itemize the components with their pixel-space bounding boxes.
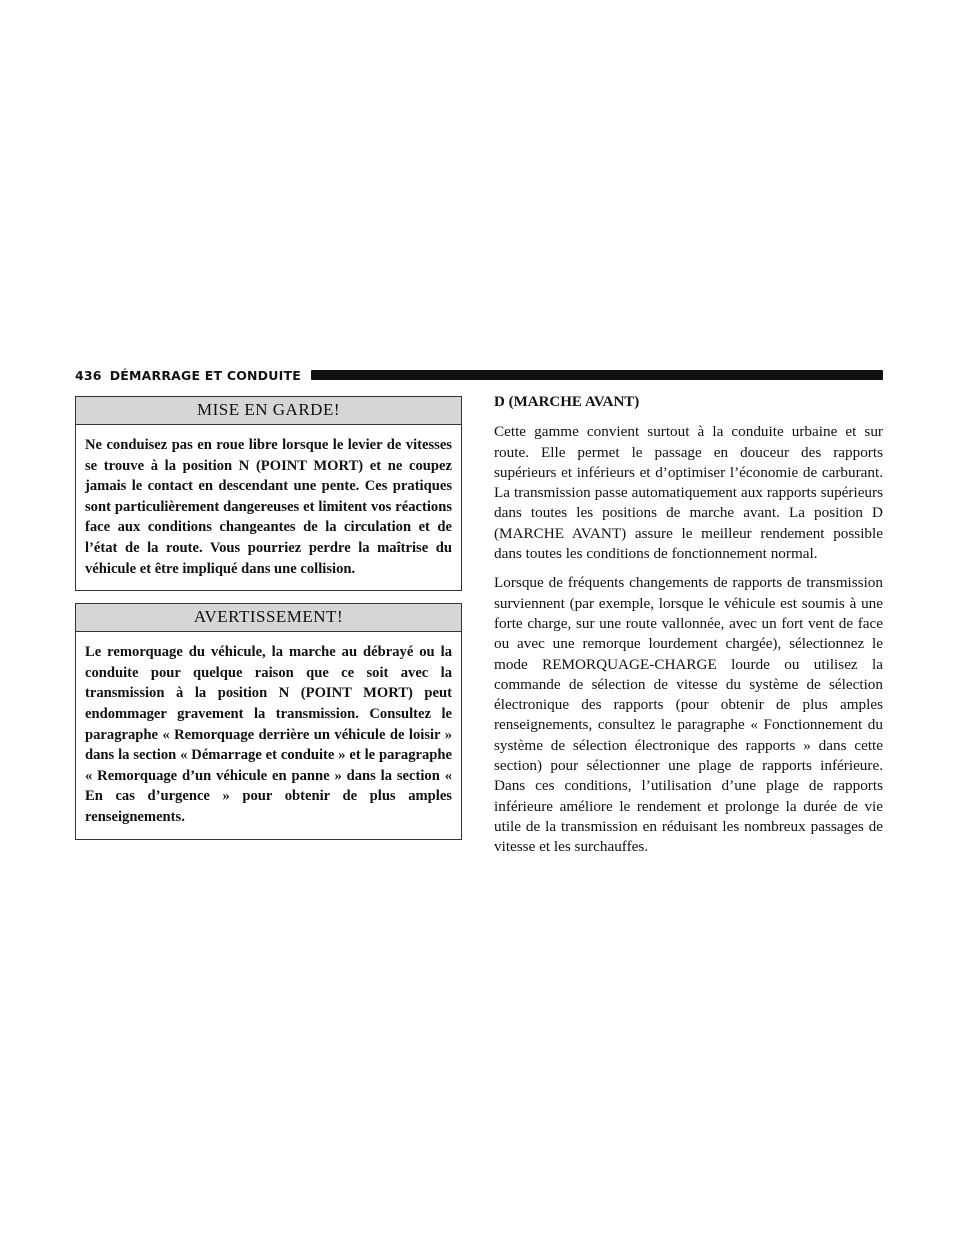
warning-box xyxy=(75,603,462,839)
drive-paragraph-1: Cette gamme convient surtout à la conduite urbaine et sur route. Elle permet le passage en douceur des rapports supérieurs et inférieurs et d’optimiser l’économie de carburant. La transmission passe automatiquement aux rapports supérieurs dans toutes les positions de marche avant. La position D (MARCHE AVANT) assure le meilleur rendement possible dans toutes les conditions de fonctionnement normal. xyxy=(494,423,883,563)
right-column xyxy=(494,392,883,867)
caution-title: MISE EN GARDE! xyxy=(76,397,461,425)
caution-box xyxy=(75,396,462,591)
left-column xyxy=(75,396,462,852)
section-title: DÉMARRAGE ET CONDUITE xyxy=(109,367,301,383)
drive-heading: D (MARCHE AVANT) xyxy=(494,394,640,410)
drive-paragraph-2: Lorsque de fréquents changements de rapports de transmission surviennent (par exemple, lorsque le véhicule est soumis à une forte charge, sur une route vallonnée, avec un fort vent de face ou avec une remorque lourdement chargée), sélectionnez le mode REMORQUAGE-CHARGE lourde ou utilisez la commande de sélection de vitesse du système de sélection électronique des rapports (pour obtenir de plus amples renseignements, consultez le paragraphe « Fonctionnement du système de sélection électronique des rapports » dans cette section) pour sélectionner une plage de rapports inférieure. Dans ces conditions, l’utilisation d’une plage de rapports inférieure améliore le rendement et prolonge la durée de vie utile de la transmission en réduisant les nombreux passages de vitesse et les surchauffes. xyxy=(494,574,883,856)
warning-title: AVERTISSEMENT! xyxy=(76,604,461,632)
page-header xyxy=(75,364,883,386)
warning-body: Le remorquage du véhicule, la marche au débrayé ou la conduite pour quelque raison que ce soit avec la transmission à la position N (POINT MORT) peut endommager gravement la transmission. Consultez le paragraphe « Remorquage derrière un véhicule de loisir » dans la section « Démarrage et conduite » et le paragraphe « Remorquage d’un véhicule en panne » dans la section « En cas d’urgence » pour obtenir de plus amples renseignements. xyxy=(85,644,452,825)
page-number: 436 xyxy=(75,367,102,383)
header-rule xyxy=(311,370,883,380)
caution-body: Ne conduisez pas en roue libre lorsque le levier de vitesses se trouve à la position N (POINT MORT) et ne coupez jamais le contact en descendant une pente. Ces pratiques sont particulièrement dangereuses et limitent vos réactions face aux conditions changeantes de la circulation et de l’état de la route. Vous pourriez perdre la maîtrise du véhicule et être impliqué dans une collision. xyxy=(85,437,452,577)
